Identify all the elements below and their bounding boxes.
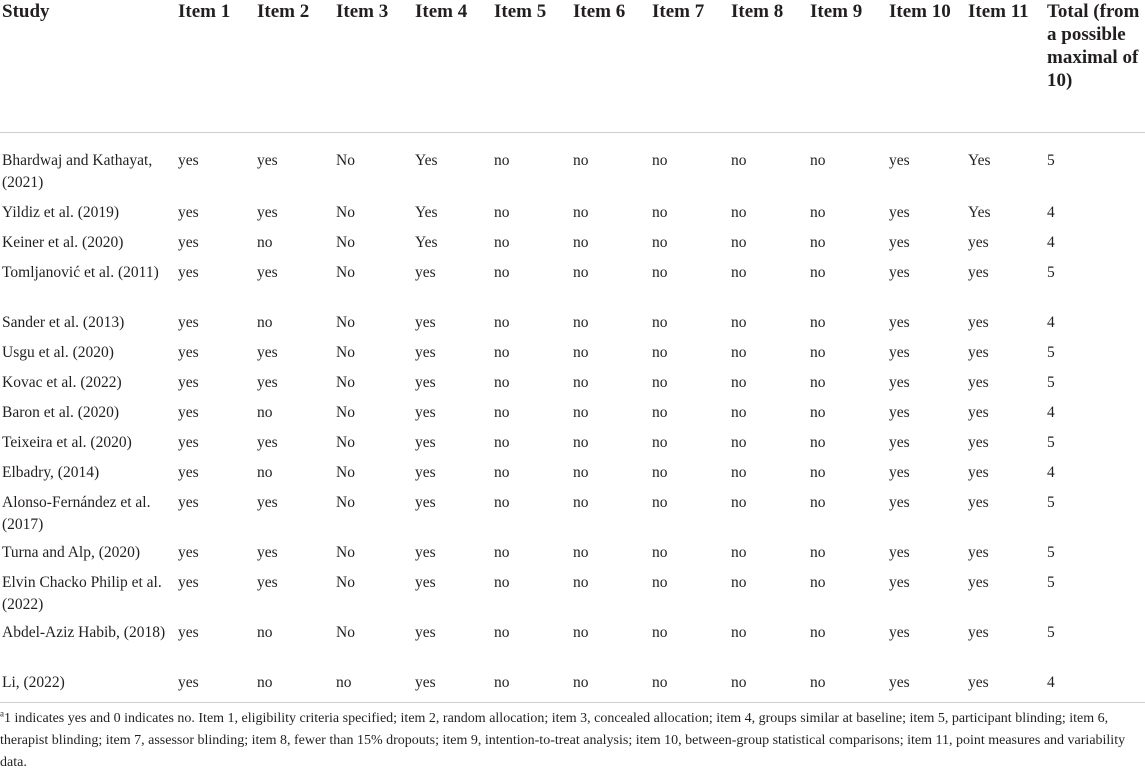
cell-total: 5 xyxy=(1047,494,1055,511)
table-row xyxy=(0,489,1145,539)
cell-item-3: No xyxy=(336,624,355,641)
column-header-item-1: Item 1 xyxy=(178,0,257,132)
cell-study: Tomljanović et al. (2011) xyxy=(2,264,159,281)
cell-item-8: no xyxy=(731,494,747,511)
cell-item-7: no xyxy=(652,234,668,251)
cell-item-5: no xyxy=(494,264,510,281)
table-row xyxy=(0,399,1145,429)
cell-item-10: yes xyxy=(889,434,910,451)
cell-item-3: No xyxy=(336,544,355,561)
cell-study: Li, (2022) xyxy=(0,669,178,702)
column-header-item-5: Item 5 xyxy=(494,0,573,132)
cell-item-10: yes xyxy=(889,264,910,281)
cell-item-1: yes xyxy=(178,574,199,591)
cell-item-6: no xyxy=(573,464,589,481)
cell-study: Kovac et al. (2022) xyxy=(2,374,122,391)
cell-item-7: no xyxy=(652,314,668,331)
cell-item-6: no xyxy=(573,264,589,281)
cell-item-1: yes xyxy=(178,374,199,391)
cell-study: Sander et al. (2013) xyxy=(2,314,125,331)
cell-item-11: yes xyxy=(968,344,989,361)
cell-item-4: yes xyxy=(415,669,494,702)
cell-total: 4 xyxy=(1047,204,1055,221)
cell-item-1: yes xyxy=(178,264,199,281)
cell-item-11: yes xyxy=(968,464,989,481)
cell-item-4: yes xyxy=(415,264,436,281)
table-row xyxy=(0,569,1145,619)
cell-item-1: yes xyxy=(178,234,199,251)
cell-item-6: no xyxy=(573,314,589,331)
cell-item-4: yes xyxy=(415,344,436,361)
cell-item-2: no xyxy=(257,624,273,641)
cell-total: 4 xyxy=(1047,234,1055,251)
cell-study: Keiner et al. (2020) xyxy=(2,234,124,251)
cell-item-3: No xyxy=(336,404,355,421)
cell-item-1: yes xyxy=(178,544,199,561)
cell-item-4: Yes xyxy=(415,234,438,251)
cell-item-9: no xyxy=(810,151,826,169)
cell-total: 5 xyxy=(1047,574,1055,591)
cell-item-5: no xyxy=(494,669,573,702)
cell-item-2: no xyxy=(257,314,273,331)
cell-item-10: yes xyxy=(889,624,910,641)
cell-item-2: no xyxy=(257,404,273,421)
cell-item-1: yes xyxy=(178,434,199,451)
cell-item-6: no xyxy=(573,151,589,169)
cell-item-3: No xyxy=(336,434,355,451)
cell-item-6: no xyxy=(573,344,589,361)
cell-total: 4 xyxy=(1047,669,1145,702)
column-header-item-2: Item 2 xyxy=(257,0,336,132)
cell-total: 5 xyxy=(1047,344,1055,361)
table-row xyxy=(0,309,1145,339)
cell-item-11: yes xyxy=(968,234,989,251)
table-footnote xyxy=(0,708,1140,774)
table-row xyxy=(0,619,1145,669)
cell-item-4: yes xyxy=(415,494,436,511)
cell-item-5: no xyxy=(494,464,510,481)
cell-item-8: no xyxy=(731,234,747,251)
table-row xyxy=(0,539,1145,569)
cell-item-1: yes xyxy=(178,151,199,169)
cell-item-1: yes xyxy=(178,314,199,331)
cell-item-4: yes xyxy=(415,574,436,591)
cell-item-2: no xyxy=(257,464,273,481)
cell-item-11: yes xyxy=(968,574,989,591)
cell-study: Elvin Chacko Philip et al. (2022) xyxy=(2,574,162,613)
cell-item-7: no xyxy=(652,574,668,591)
cell-item-5: no xyxy=(494,234,510,251)
cell-item-7: no xyxy=(652,151,668,169)
cell-total: 5 xyxy=(1047,434,1055,451)
cell-item-10: yes xyxy=(889,494,910,511)
cell-item-11: yes xyxy=(968,669,1047,702)
cell-item-4: yes xyxy=(415,314,436,331)
column-header-item-11: Item 11 xyxy=(968,0,1047,132)
cell-study: Abdel-Aziz Habib, (2018) xyxy=(2,624,166,641)
cell-item-1: yes xyxy=(178,204,199,221)
footnote-text: 1 indicates yes and 0 indicates no. Item 1, eligibility criteria specified; item 2, random allocation; item 3, concealed allocation; item 4, groups similar at baseline; item 5, participant blinding; item 6, therapist blinding; item 7, assessor blinding; item 8, fewer than 15% dropouts; item 9, intention-to-treat analysis; item 10, between-group statistical comparisons; item 11, point measures and variability data. xyxy=(0,711,1126,770)
cell-item-5: no xyxy=(494,544,510,561)
cell-item-8: no xyxy=(731,624,747,641)
cell-item-5: no xyxy=(494,434,510,451)
column-header-item-10: Item 10 xyxy=(889,0,968,132)
cell-item-10: yes xyxy=(889,151,910,169)
cell-item-10: yes xyxy=(889,464,910,481)
table-row xyxy=(0,369,1145,399)
cell-item-9: no xyxy=(810,544,826,561)
cell-item-2: yes xyxy=(257,151,278,169)
cell-item-8: no xyxy=(731,434,747,451)
cell-item-3: No xyxy=(336,314,355,331)
cell-item-9: no xyxy=(810,464,826,481)
cell-item-2: yes xyxy=(257,494,278,511)
cell-item-6: no xyxy=(573,204,589,221)
cell-item-1: yes xyxy=(178,344,199,361)
cell-item-9: no xyxy=(810,264,826,281)
cell-item-3: No xyxy=(336,204,355,221)
table-row xyxy=(0,229,1145,259)
cell-item-1: yes xyxy=(178,464,199,481)
cell-item-3: No xyxy=(336,264,355,281)
cell-item-6: no xyxy=(573,624,589,641)
footnote-marker: a xyxy=(0,708,4,719)
cell-total: 5 xyxy=(1047,151,1055,169)
cell-item-6: no xyxy=(573,669,652,702)
cell-item-6: no xyxy=(573,404,589,421)
cell-item-10: yes xyxy=(889,669,968,702)
cell-item-2: yes xyxy=(257,374,278,391)
cell-item-6: no xyxy=(573,544,589,561)
column-header-item-8: Item 8 xyxy=(731,0,810,132)
cell-item-10: yes xyxy=(889,574,910,591)
table-row xyxy=(0,669,1145,702)
cell-study: Alonso-Fernández et al. (2017) xyxy=(2,494,151,533)
cell-item-4: yes xyxy=(415,544,436,561)
cell-item-11: yes xyxy=(968,434,989,451)
cell-item-3: No xyxy=(336,234,355,251)
table-row xyxy=(0,339,1145,369)
cell-study: Usgu et al. (2020) xyxy=(2,344,114,361)
cell-item-7: no xyxy=(652,494,668,511)
cell-item-1: yes xyxy=(178,494,199,511)
table-row xyxy=(0,199,1145,229)
cell-item-4: Yes xyxy=(415,151,438,169)
column-header-item-4: Item 4 xyxy=(415,0,494,132)
cell-total: 5 xyxy=(1047,544,1055,561)
cell-item-5: no xyxy=(494,624,510,641)
cell-item-5: no xyxy=(494,314,510,331)
cell-item-6: no xyxy=(573,434,589,451)
cell-item-1: yes xyxy=(178,669,257,702)
cell-total: 4 xyxy=(1047,464,1055,481)
cell-item-5: no xyxy=(494,574,510,591)
table-row xyxy=(0,132,1145,199)
cell-total: 4 xyxy=(1047,404,1055,421)
cell-item-7: no xyxy=(652,434,668,451)
cell-item-5: no xyxy=(494,344,510,361)
cell-item-9: no xyxy=(810,344,826,361)
cell-item-1: yes xyxy=(178,404,199,421)
cell-item-6: no xyxy=(573,374,589,391)
cell-item-9: no xyxy=(810,404,826,421)
cell-item-6: no xyxy=(573,494,589,511)
cell-item-5: no xyxy=(494,404,510,421)
cell-item-9: no xyxy=(810,494,826,511)
cell-item-5: no xyxy=(494,494,510,511)
cell-item-3: no xyxy=(336,669,415,702)
cell-study: Yildiz et al. (2019) xyxy=(2,204,120,221)
cell-item-8: no xyxy=(731,344,747,361)
cell-item-11: yes xyxy=(968,494,989,511)
cell-total: 5 xyxy=(1047,374,1055,391)
cell-total: 5 xyxy=(1047,624,1055,641)
cell-item-9: no xyxy=(810,204,826,221)
cell-total: 4 xyxy=(1047,314,1055,331)
cell-item-11: yes xyxy=(968,544,989,561)
cell-item-8: no xyxy=(731,404,747,421)
cell-study: Turna and Alp, (2020) xyxy=(2,544,141,561)
cell-item-8: no xyxy=(731,314,747,331)
cell-item-10: yes xyxy=(889,314,910,331)
column-header-total: Total (from a possible maximal of 10) xyxy=(1047,0,1145,132)
cell-item-8: no xyxy=(731,464,747,481)
cell-item-9: no xyxy=(810,624,826,641)
cell-item-4: yes xyxy=(415,404,436,421)
cell-item-6: no xyxy=(573,234,589,251)
column-header-item-7: Item 7 xyxy=(652,0,731,132)
column-header-study: Study xyxy=(0,0,178,132)
cell-item-8: no xyxy=(731,374,747,391)
cell-item-5: no xyxy=(494,374,510,391)
cell-item-10: yes xyxy=(889,204,910,221)
cell-item-8: no xyxy=(731,151,747,169)
table-header xyxy=(0,0,1145,132)
cell-item-3: No xyxy=(336,464,355,481)
cell-item-9: no xyxy=(810,574,826,591)
column-header-item-6: Item 6 xyxy=(573,0,652,132)
cell-item-5: no xyxy=(494,151,510,169)
cell-total: 5 xyxy=(1047,264,1055,281)
cell-item-9: no xyxy=(810,234,826,251)
cell-item-2: yes xyxy=(257,574,278,591)
cell-item-8: no xyxy=(731,204,747,221)
cell-item-4: Yes xyxy=(415,204,438,221)
cell-item-4: yes xyxy=(415,624,436,641)
cell-item-10: yes xyxy=(889,234,910,251)
cell-item-2: no xyxy=(257,669,336,702)
cell-item-11: yes xyxy=(968,314,989,331)
cell-item-4: yes xyxy=(415,434,436,451)
table-row xyxy=(0,459,1145,489)
table-body xyxy=(0,132,1145,702)
cell-item-7: no xyxy=(652,544,668,561)
cell-study: Teixeira et al. (2020) xyxy=(2,434,132,451)
cell-item-10: yes xyxy=(889,374,910,391)
column-header-item-9: Item 9 xyxy=(810,0,889,132)
cell-item-3: No xyxy=(336,494,355,511)
cell-item-3: No xyxy=(336,374,355,391)
cell-item-4: yes xyxy=(415,464,436,481)
cell-item-7: no xyxy=(652,374,668,391)
cell-item-7: no xyxy=(652,624,668,641)
cell-item-7: no xyxy=(652,404,668,421)
cell-item-2: yes xyxy=(257,204,278,221)
cell-item-3: No xyxy=(336,574,355,591)
cell-item-6: no xyxy=(573,574,589,591)
cell-item-11: yes xyxy=(968,374,989,391)
cell-item-7: no xyxy=(652,464,668,481)
cell-item-8: no xyxy=(731,574,747,591)
cell-study: Elbadry, (2014) xyxy=(2,464,100,481)
header-row xyxy=(0,0,1145,132)
cell-item-11: Yes xyxy=(968,151,991,169)
cell-item-11: Yes xyxy=(968,204,991,221)
cell-item-2: yes xyxy=(257,544,278,561)
column-header-item-3: Item 3 xyxy=(336,0,415,132)
cell-item-11: yes xyxy=(968,264,989,281)
cell-item-2: yes xyxy=(257,344,278,361)
cell-item-7: no xyxy=(652,669,731,702)
cell-item-9: no xyxy=(810,374,826,391)
cell-study: Baron et al. (2020) xyxy=(2,404,120,421)
table-row xyxy=(0,429,1145,459)
cell-item-2: yes xyxy=(257,264,278,281)
cell-item-7: no xyxy=(652,264,668,281)
cell-item-11: yes xyxy=(968,404,989,421)
cell-item-9: no xyxy=(810,669,889,702)
cell-item-8: no xyxy=(731,544,747,561)
cell-item-9: no xyxy=(810,314,826,331)
cell-item-2: yes xyxy=(257,434,278,451)
cell-item-10: yes xyxy=(889,404,910,421)
cell-item-5: no xyxy=(494,204,510,221)
cell-study: Bhardwaj and Kathayat, (2021) xyxy=(2,151,153,191)
cell-item-2: no xyxy=(257,234,273,251)
cell-item-10: yes xyxy=(889,344,910,361)
cell-item-4: yes xyxy=(415,374,436,391)
cell-item-8: no xyxy=(731,264,747,281)
cell-item-7: no xyxy=(652,344,668,361)
cell-item-7: no xyxy=(652,204,668,221)
cell-item-1: yes xyxy=(178,624,199,641)
cell-item-10: yes xyxy=(889,544,910,561)
table-row xyxy=(0,259,1145,309)
cell-item-11: yes xyxy=(968,624,989,641)
cell-item-8: no xyxy=(731,669,810,702)
cell-item-3: No xyxy=(336,151,355,169)
cell-item-9: no xyxy=(810,434,826,451)
cell-item-3: No xyxy=(336,344,355,361)
